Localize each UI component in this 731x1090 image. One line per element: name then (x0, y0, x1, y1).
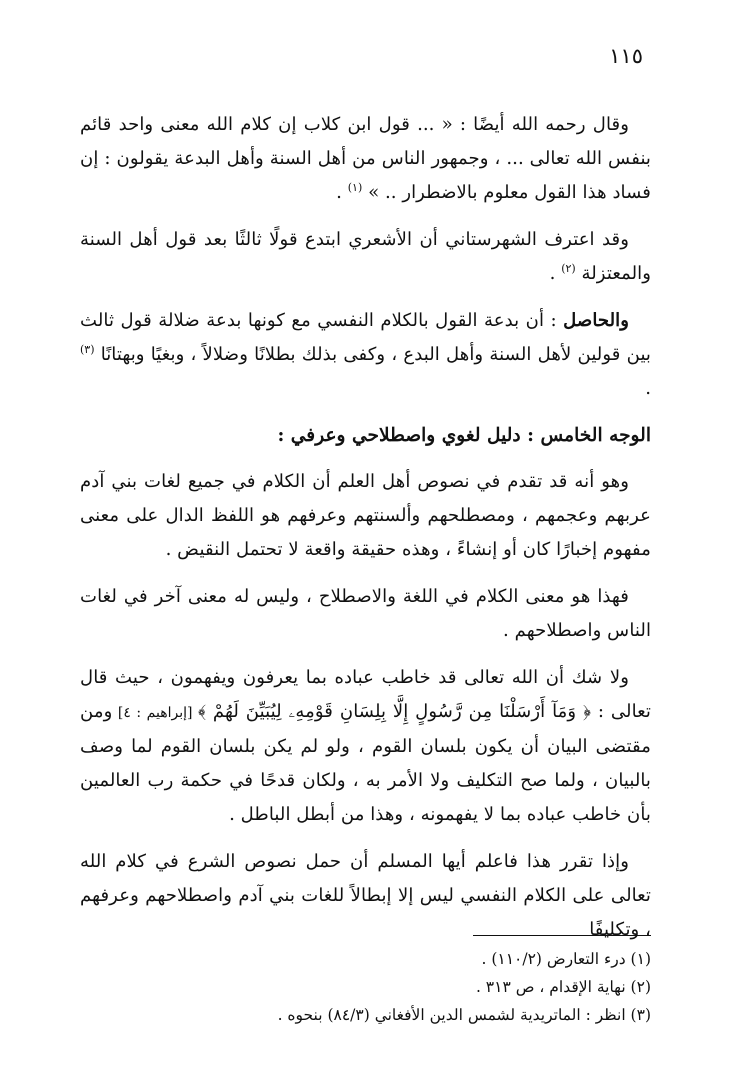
paragraph-text: ومن مقتضى البيان أن يكون بلسان القوم ، ولو لم يكن بلسان القوم لما وصف بالبيان ، ولما صح التكليف ولا الأمر به ، ولكان قدحًا في حكمة رب العالمين بأن خاطب عباده بما لا يفهمونه ، وهذا من أبطل الباطل . (80, 701, 651, 825)
paragraph-quote (80, 108, 651, 210)
paragraph-text: وهو أنه قد تقدم في نصوص أهل العلم أن الكلام في جميع لغات بني آدم عربهم وعجمهم ، ومصطلحهم وألسنتهم وعرفهم هو اللفظ الدال على معنى مفهوم إخبارًا كان أو إنشاءً ، وهذه حقيقة واقعة لا تحتمل النقيض . (80, 471, 651, 560)
paragraph-conclusion (80, 304, 651, 406)
paragraph-text: فهذا هو معنى الكلام في اللغة والاصطلاح ، وليس له معنى آخر في لغات الناس واصطلاحهم . (80, 586, 651, 641)
footnote-item: (٢) نهاية الإقدام ، ص ٣١٣ . (475, 978, 651, 996)
quran-verse: ﴿ وَمَآ أَرْسَلْنَا مِن رَّسُولٍ إِلَّا بِلِسَانِ قَوْمِهِۦ لِيُبَيِّنَ لَهُمْ ﴾ (197, 701, 592, 722)
paragraph-shahrastani (80, 223, 651, 291)
paragraph-text: وإذا تقرر هذا فاعلم أيها المسلم أن حمل نصوص الشرع في كلام الله تعالى على الكلام النفسي ليس إلا إبطالاً للغات بني آدم واصطلاحهم وعرفهم ، وتكليفًا (80, 851, 651, 940)
paragraph-end: . (336, 182, 348, 203)
paragraph-meaning (80, 580, 651, 648)
footnotes (80, 945, 651, 1029)
lead-bold-word: والحاصل (563, 310, 629, 331)
paragraph-text: : أن بدعة القول بالكلام النفسي مع كونها بدعة ضلالة قول ثالث بين قولين لأهل السنة وأهل البدع ، وكفى بذلك بطلانًا وضلالاً ، وبغيًا وبهتانًا (80, 310, 651, 365)
paragraph-final (80, 845, 651, 947)
paragraph-text: وقد اعترف الشهرستاني أن الأشعري ابتدع قولًا ثالثًا بعد قول أهل السنة والمعتزلة (80, 229, 651, 284)
footnote-mark: (٣) (80, 342, 95, 356)
footnote-item: (٣) انظر : الماتريدية لشمس الدين الأفغاني (٨٤/٣) بنحوه . (277, 1006, 651, 1024)
footnote-mark: (٢) (561, 261, 576, 275)
paragraph-quran (80, 661, 651, 832)
footnote-mark: (١) (347, 180, 363, 194)
section-heading: الوجه الخامس : دليل لغوي واصطلاحي وعرفي : (277, 425, 651, 446)
paragraph-language (80, 465, 651, 567)
footnote-item: (١) درء التعارض (١١٠/٢) . (481, 950, 651, 968)
paragraph-end: . (645, 378, 651, 399)
footnote-divider (473, 935, 651, 936)
page-number: ١١٥ (609, 44, 643, 68)
paragraph-text: ولا شك أن الله تعالى قد خاطب عباده بما يعرفون ويفهمون ، حيث قال تعالى : (80, 667, 651, 722)
paragraph-end: . (549, 263, 562, 284)
verse-citation: [إبراهيم : ٤] (112, 705, 198, 721)
paragraph-text: وقال رحمه الله أيضًا : « ... قول ابن كلاب إن كلام الله معنى واحد قائم بنفس الله تعالى ... ، وجمهور الناس من أهل السنة وأهل البدعة يقولون : إن فساد هذا القول معلوم بالاضطرار .. » (80, 114, 651, 203)
page-body (80, 108, 651, 960)
